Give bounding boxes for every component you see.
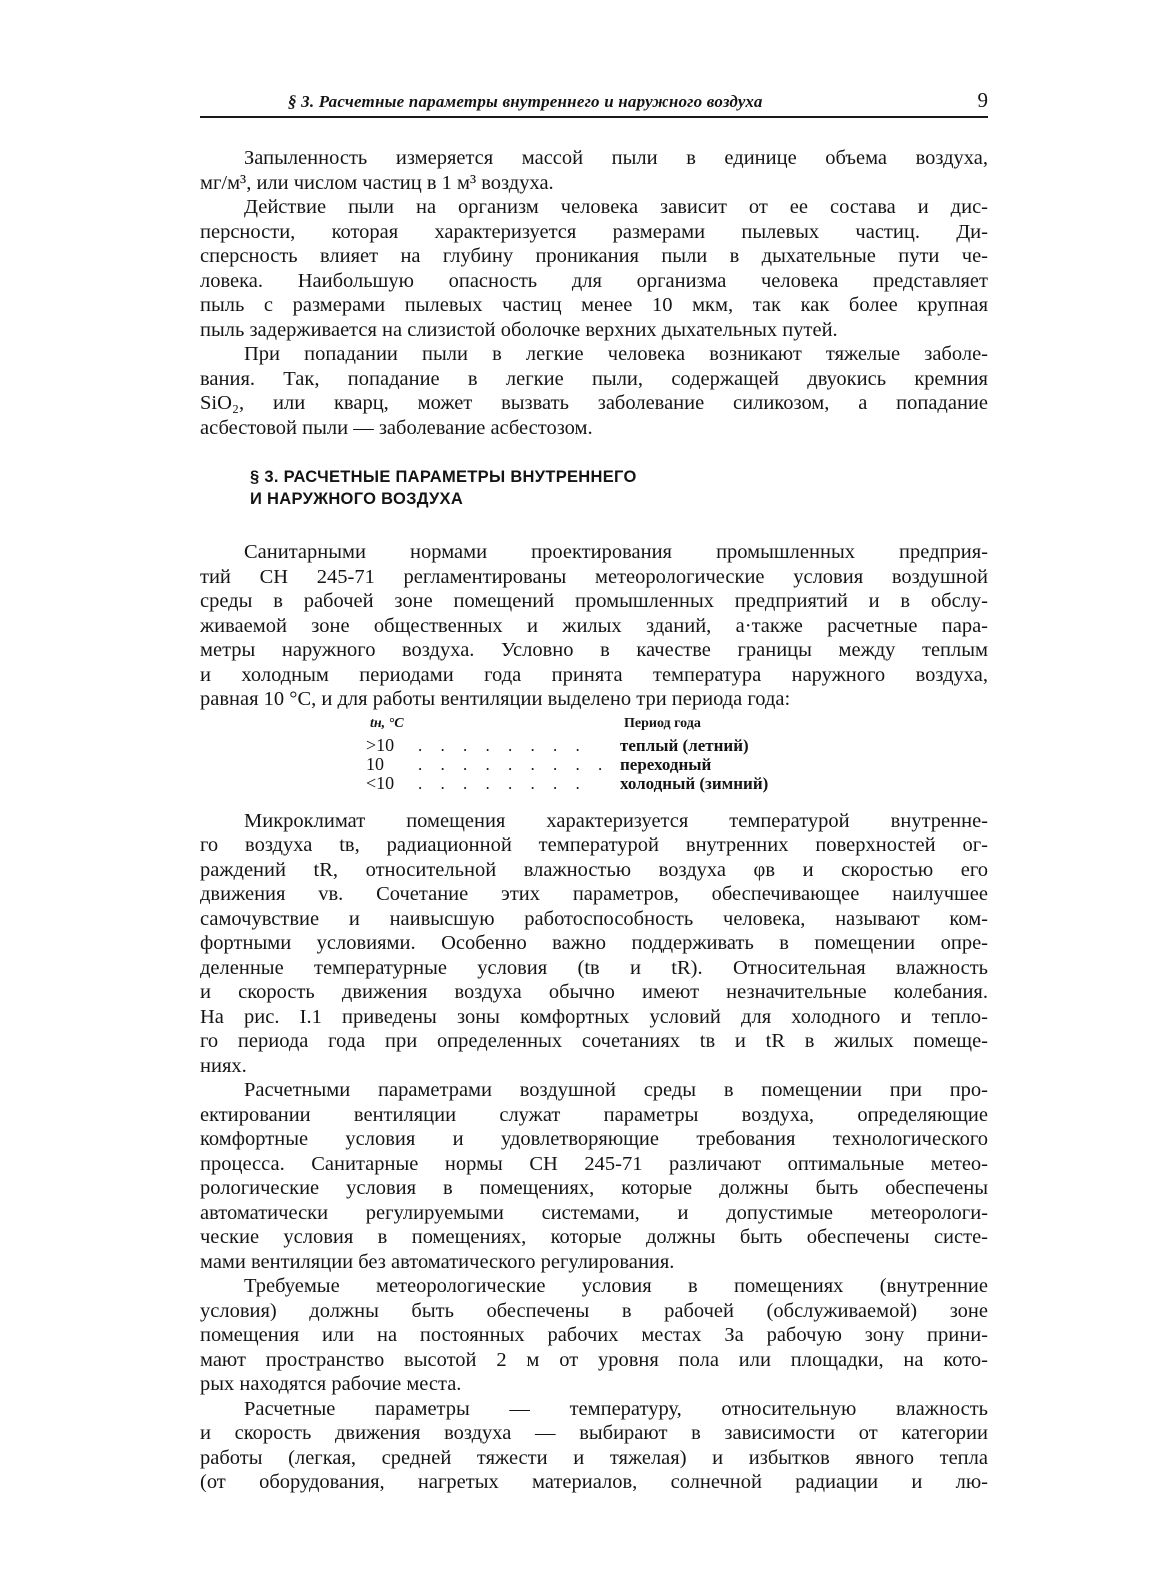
text-line: автоматически регулируемыми системами, и допустимые метеорологи-	[200, 1201, 988, 1224]
paragraph-dust-measurement	[200, 146, 988, 195]
text-line: и скорость движения воздуха — выбирают в зависимости от категории	[200, 1422, 988, 1444]
period-name: холодный (зимний)	[620, 773, 769, 793]
text-line: (от оборудования, нагретых материалов, солнечной радиации и лю-	[200, 1471, 988, 1493]
running-header	[200, 86, 988, 118]
text-line: процесса. Санитарные нормы СН 245-71 различают оптимальные метео-	[200, 1152, 988, 1175]
period-column-header: Период года	[624, 715, 701, 731]
section-heading-line: § 3. РАСЧЕТНЫЕ ПАРАМЕТРЫ ВНУТРЕННЕГО	[250, 468, 637, 486]
section-body	[200, 540, 988, 1495]
text-line: Действие пыли на организм человека зависит от ее состава и дис-	[244, 196, 988, 218]
text-line: пыль с размерами пылевых частиц менее 10 мкм, так как более крупная	[200, 294, 988, 316]
text-line: мг/м³, или числом частиц в 1 м³ воздуха.	[200, 171, 554, 194]
text-line: Санитарными нормами проектирования промышленных предприя-	[244, 541, 988, 563]
temperature-value: >10	[366, 734, 395, 755]
paragraph-dust-effect	[200, 195, 988, 342]
period-row	[366, 774, 786, 793]
text-line: рых находятся рабочие места.	[200, 1373, 462, 1395]
text-line: комфортные условия и удовлетворяющие требования технологического	[200, 1128, 988, 1150]
text-line: Требуемые метеорологические условия в помещениях (внутренние	[244, 1275, 988, 1297]
period-name: переходный	[620, 754, 712, 774]
text-line: Микроклимат помещения характеризуется температурой внутренне-	[244, 809, 988, 832]
text-line: работы (легкая, средней тяжести и тяжелая) и избытков явного тепла	[200, 1446, 988, 1469]
text-line: ектировании вентиляции служат параметры воздуха, определяющие	[200, 1103, 988, 1126]
text-line: сперсность влияет на глубину проникания пыли в дыхательные пути че-	[200, 245, 988, 267]
temperature-value: 10	[366, 753, 384, 774]
text-line: мами вентиляции без автоматического регулирования.	[200, 1250, 675, 1273]
text-line: ческие условия в помещениях, которые должны быть обеспечены систе-	[200, 1226, 988, 1248]
period-table-header	[366, 714, 786, 733]
text-line: При попадании пыли в легкие человека возникают тяжелые заболе-	[244, 343, 988, 365]
text-line: Расчетными параметрами воздушной среды в помещении при про-	[244, 1079, 988, 1101]
leader-dots: . . . . . . . .	[418, 773, 587, 793]
paragraph-design-parameters	[200, 1078, 988, 1274]
text-line: условия) должны быть обеспечены в рабочей (обслуживаемой) зоне	[200, 1299, 988, 1322]
text-line: тий СН 245-71 регламентированы метеорологические условия воздушной	[200, 565, 988, 588]
text-line: вания. Так, попадание в легкие пыли, содержащей двуокись кремния	[200, 367, 988, 390]
leader-dots: . . . . . . . .	[418, 735, 587, 755]
paragraph-sanitary-norms	[200, 540, 988, 712]
period-row	[366, 736, 786, 755]
text-line: Расчетные параметры — температуру, относительную влажность	[244, 1397, 988, 1420]
paragraph-diseases	[200, 342, 988, 440]
running-title: § 3. Расчетные параметры внутреннего и наружного воздуха	[288, 92, 763, 111]
text-line: На рис. I.1 приведены зоны комфортных условий для холодного и тепло-	[200, 1005, 988, 1028]
text-line: метры наружного воздуха. Условно в качестве границы между теплым	[200, 639, 988, 661]
text-line: рологические условия в помещениях, которые должны быть обеспечены	[200, 1177, 988, 1199]
text-line: раждений tR, относительной влажностью воздуха φв и скоростью его	[200, 858, 988, 881]
period-name: теплый (летний)	[620, 735, 749, 755]
text-line: и холодным периодами года принята температура наружного воздуха,	[200, 663, 988, 686]
period-table	[366, 714, 786, 793]
text-line: пыль задерживается на слизистой оболочке верхних дыхательных путей.	[200, 318, 838, 341]
section-heading	[250, 466, 988, 510]
page-number: 9	[977, 88, 988, 112]
text-line: ниях.	[200, 1054, 247, 1077]
text-line: персности, которая характеризуется размерами пылевых частиц. Ди-	[200, 220, 988, 243]
text-line: движения vв. Сочетание этих параметров, обеспечивающее наилучшее	[200, 883, 988, 905]
text-line: среды в рабочей зоне помещений промышленных предприятий и в обслу-	[200, 590, 988, 612]
period-row	[366, 755, 786, 774]
text-line: самочувствие и наивысшую работоспособность человека, называют ком-	[200, 907, 988, 930]
temperature-column-header: tн, °С	[370, 715, 404, 731]
text-line: и скорость движения воздуха обычно имеют незначительные колебания.	[200, 981, 988, 1003]
section-heading-line: И НАРУЖНОГО ВОЗДУХА	[250, 490, 464, 508]
text-line: равная 10 °С, и для работы вентиляции выделено три периода года:	[200, 688, 791, 710]
text-line: ловека. Наибольшую опасность для организма человека представляет	[200, 269, 988, 292]
temperature-value: <10	[366, 772, 395, 793]
text-line: го воздуха tв, радиационной температурой внутренних поверхностей ог-	[200, 834, 988, 856]
text-line: SiO₂, или кварц, может вызвать заболевание силикозом, а попадание	[200, 392, 988, 414]
paragraph-working-zone	[200, 1274, 988, 1397]
leader-dots: . . . . . . . . .	[418, 754, 610, 774]
intro-section	[200, 146, 988, 440]
text-line: деленные температурные условия (tв и tR). Относительная влажность	[200, 956, 988, 979]
text-line: фортными условиями. Особенно важно поддерживать в помещении опре-	[200, 932, 988, 954]
text-line: Запыленность измеряется массой пыли в единице объема воздуха,	[244, 147, 988, 169]
paragraph-parameter-selection	[200, 1397, 988, 1495]
paragraph-microclimate	[200, 809, 988, 1079]
text-line: го периода года при определенных сочетаниях tв и tR в жилых помеще-	[200, 1030, 988, 1052]
text-line: живаемой зоне общественных и жилых зданий, а·также расчетные пара-	[200, 614, 988, 637]
text-line: асбестовой пыли — заболевание асбестозом.	[200, 416, 593, 439]
document-page	[200, 86, 988, 1495]
text-line: помещения или на постоянных рабочих местах За рабочую зону прини-	[200, 1324, 988, 1346]
text-line: мают пространство высотой 2 м от уровня пола или площадки, на кото-	[200, 1348, 988, 1371]
